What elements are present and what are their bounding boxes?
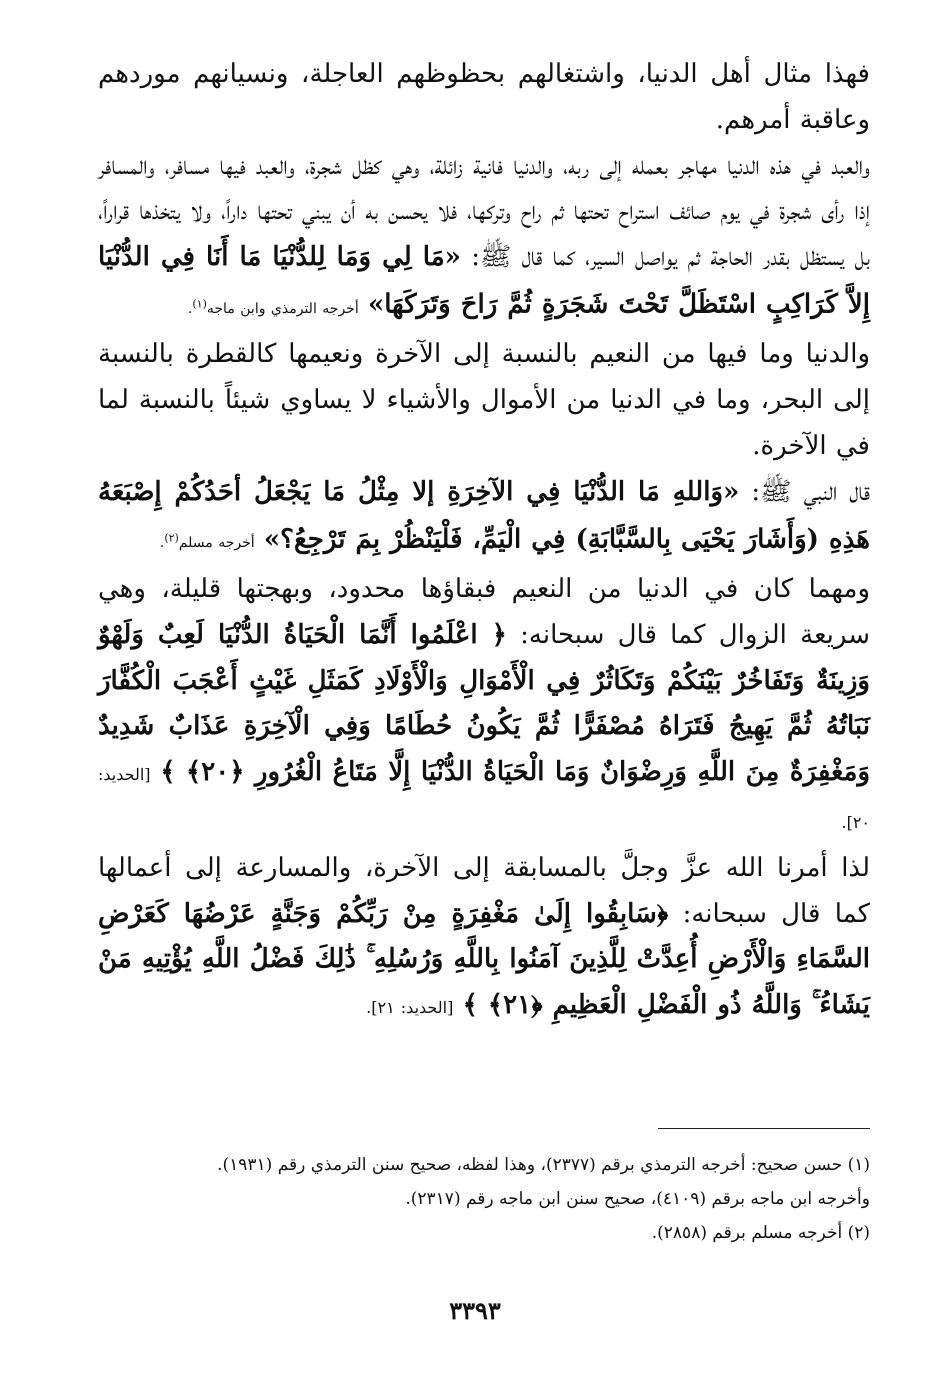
paragraph-4-intro: قال النبي ﷺ: (751, 476, 870, 507)
paragraph-4 (98, 470, 870, 567)
hadith-quote-1: «مَا لِي وَمَا لِلدُّنْيَا مَا أَنَا فِي الدُّنْيَا إِلاَّ كَرَاكِبٍ اسْتَظَلَّ تَحْتَ شَجَرَةٍ ثُمَّ رَاحَ وَتَرَكَهَا» (98, 242, 870, 320)
hadith-quote-2: «وَاللهِ مَا الدُّنْيَا فِي الآخِرَةِ إلا مِثْلُ مَا يَجْعَلُ أحَدُكُمْ إِصْبَعَهُ هَذِهِ (وَأَشَارَ يَحْيَى بِالسَّبَّابَةِ) فِي الْيَمِّ، فَلْيَنْظُرْ بِمَ تَرْجِعُ؟» (98, 476, 870, 555)
main-text (98, 52, 870, 1031)
footnote-1-line-2: وأخرجه ابن ماجه برقم (٤١٠٩)، صحيح سنن ابن ماجه رقم (٢٣١٧). (405, 1189, 870, 1209)
paragraph-1: فهذا مثال أهل الدنيا، واشتغالهم بحظوظهم العاجلة، ونسيانهم موردهم وعاقبة أمرهم. (98, 59, 870, 135)
footnote-2: (٢) أخرجه مسلم برقم (٢٨٥٨). (651, 1223, 870, 1243)
hadith-reference-2-text: أخرجه مسلم (178, 535, 255, 552)
paragraph-5 (98, 567, 870, 846)
footnote-divider (658, 1128, 870, 1129)
verse-citation-2: [الحديد: ٢١]. (366, 998, 454, 1018)
paragraph-6 (98, 846, 870, 1031)
footnote-1-line-1: (١) حسن صحيح: أخرجه الترمذي برقم (٢٣٧٧)، وهذا لفظه، صحيح سنن الترمذي رقم (١٩٣١). (217, 1155, 870, 1175)
verse-citation-1: [الحديد: ٢٠]. (98, 765, 870, 833)
quran-verse-1: ﴿ اعْلَمُوا أَنَّمَا الْحَيَاةُ الدُّنْيَا لَعِبٌ وَلَهْوٌ وَزِينَةٌ وَتَفَاخُرٌ بَيْنَكُمْ وَتَكَاثُرٌ فِي الْأَمْوَالِ وَالْأَوْلَادِ كَمَثَلِ غَيْثٍ أَعْجَبَ الْكُفَّارَ نَبَاتُهُ ثُمَّ يَهِيجُ فَتَرَاهُ مُصْفَرًّا ثُمَّ يَكُونُ حُطَامًا وَفِي الْآخِرَةِ عَذَابٌ شَدِيدٌ وَمَغْفِرَةٌ مِنَ اللَّهِ وَرِضْوَانٌ وَمَا الْحَيَاةُ الدُّنْيَا إِلَّا مَتَاعُ الْغُرُورِ ﴿٢٠﴾ ﴾ (98, 619, 870, 788)
hadith-reference-1-text: أخرجه الترمذي وابن ماجه (206, 300, 359, 317)
paragraph-6-intro: لذا أمرنا الله عزَّ وجلَّ بالمسابقة إلى الآخرة، والمسارعة إلى أعمالها كما قال سبحانه: (98, 852, 871, 929)
paragraph-3: والدنيا وما فيها من النعيم بالنسبة إلى الآخرة ونعيمها كالقطرة بالنسبة إلى البحر، وما في الدنيا من الأموال والأشياء لا يساوي شيئاً بالنسبة لما في الآخرة. (98, 339, 870, 462)
quran-verse-2: ﴿سَابِقُوا إِلَىٰ مَغْفِرَةٍ مِنْ رَبِّكُمْ وَجَنَّةٍ عَرْضُهَا كَعَرْضِ السَّمَاءِ وَالْأَرْضِ أُعِدَّتْ لِلَّذِينَ آمَنُوا بِاللَّهِ وَرُسُلِهِ ۚ ذَٰلِكَ فَضْلُ اللَّهِ يُؤْتِيهِ مَنْ يَشَاءُ ۚ وَاللَّهُ ذُو الْفَضْلِ الْعَظِيمِ ﴿٢١﴾ ﴾ (98, 898, 870, 1021)
paragraph-2-text: والعبد في هذه الدنيا مهاجر بعمله إلى ربه، والدنيا فانية زائلة، وهي كظل شجرة، والعبد فيها مسافر، والمسافر إذا رأى شجرة في يوم صائف استراح تحتها ثم راح وتركها، فلا يحسن به أن يبني تحتها داراً، ولا يتخذها قراراً، بل يستظل بقدر الحاجة ثم يواصل السير، كما قال ﷺ: (98, 150, 871, 273)
hadith-reference-1: أخرجه الترمذي وابن ماجه$^{(١)}$. (187, 296, 359, 317)
paragraph-5-intro: ومهما كان في الدنيا من النعيم فبقاؤها محدود، وبهجتها قليلة، وهي سريعة الزوال كما قال سبحانه: (98, 574, 871, 650)
hadith-reference-2: أخرجه مسلم$^{(٢)}$. (159, 531, 255, 552)
paragraph-2 (98, 144, 870, 333)
footnotes (98, 1148, 870, 1250)
footnote-marker-2: (٢) (164, 531, 179, 545)
footnote-marker-1: (١) (192, 296, 207, 310)
page-number: ٣٣٩٣ (449, 1296, 501, 1325)
